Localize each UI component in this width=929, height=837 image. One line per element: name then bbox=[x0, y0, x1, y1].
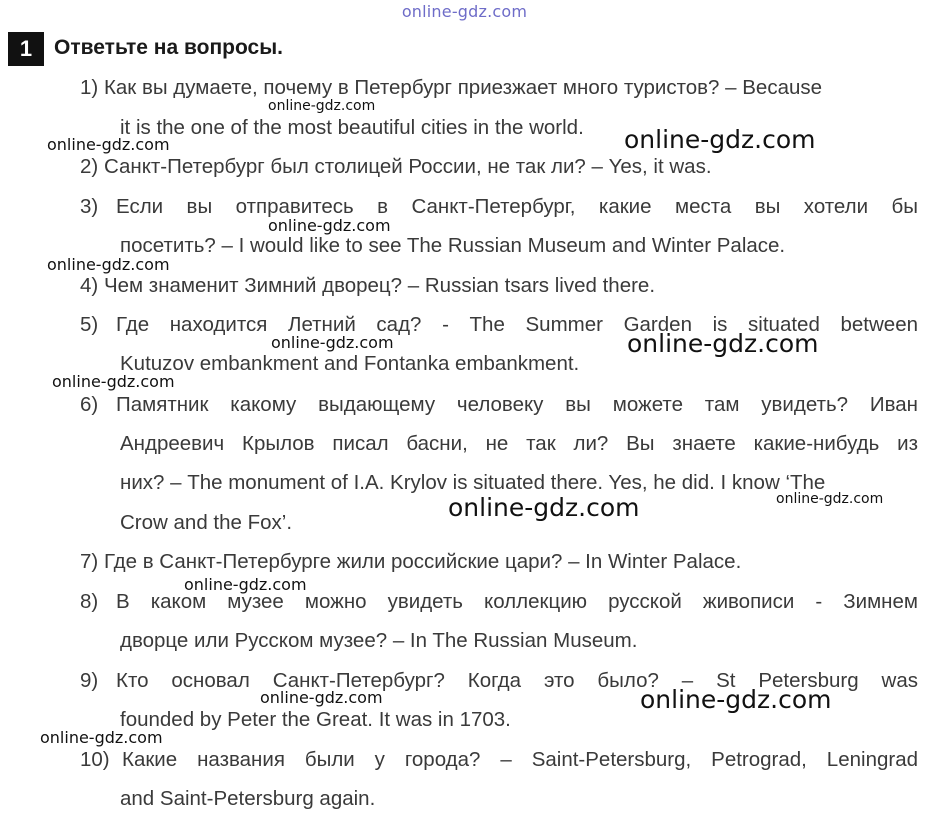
question-line: В каком музее можно увидеть коллекцию русской живописи - Зимнем bbox=[116, 590, 918, 613]
exercise-number-badge: 1 bbox=[8, 32, 44, 66]
question-number: 10) bbox=[80, 748, 110, 771]
question-line: Если вы отправитесь в Санкт-Петербург, какие места вы хотели бы bbox=[116, 195, 918, 218]
question-number: 3) bbox=[80, 195, 99, 218]
watermark: online-gdz.com bbox=[52, 372, 175, 391]
question-line: Crow and the Fox’. bbox=[120, 511, 293, 534]
watermark: online-gdz.com bbox=[47, 135, 170, 154]
question-number: 6) bbox=[80, 393, 99, 416]
watermark: online-gdz.com bbox=[260, 688, 383, 707]
exercise-title: Ответьте на вопросы. bbox=[54, 36, 283, 59]
question-number: 7) bbox=[80, 550, 99, 573]
question-line: and Saint-Petersburg again. bbox=[120, 787, 376, 810]
question-number: 2) bbox=[80, 155, 99, 178]
watermark: online-gdz.com bbox=[624, 125, 816, 154]
watermark: online-gdz.com bbox=[776, 491, 884, 507]
watermark: online-gdz.com bbox=[271, 333, 394, 352]
watermark: online-gdz.com bbox=[640, 685, 832, 714]
watermark: online-gdz.com bbox=[47, 255, 170, 274]
header-watermark: online-gdz.com bbox=[401, 2, 528, 21]
question-line: Памятник какому выдающему человеку вы можете там увидеть? Иван bbox=[116, 393, 918, 416]
question-line: них? – The monument of I.A. Krylov is situated there. Yes, he did. I know ‘The bbox=[120, 471, 826, 494]
question-number: 9) bbox=[80, 669, 99, 692]
question-line: 7) Где в Санкт-Петербурге жили российские цари? – In Winter Palace. bbox=[80, 542, 741, 582]
question-line: дворце или Русском музее? – In The Russian Museum. bbox=[120, 629, 638, 652]
question-number: 5) bbox=[80, 313, 99, 336]
question-line: Кто основал Санкт-Петербург? Когда это было? – St Petersburg was bbox=[116, 669, 918, 692]
watermark: online-gdz.com bbox=[268, 98, 376, 114]
question-number: 8) bbox=[80, 590, 99, 613]
watermark: online-gdz.com bbox=[268, 216, 391, 235]
question-number: 1) bbox=[80, 76, 99, 99]
question-line: Где находится Летний сад? - The Summer Garden is situated between bbox=[116, 313, 918, 336]
watermark: online-gdz.com bbox=[627, 329, 819, 358]
question-line: 1) Как вы думаете, почему в Петербург приезжает много туристов? – Because bbox=[80, 68, 822, 108]
question-line: Андреевич Крылов писал басни, не так ли? Вы знаете какие-нибудь из bbox=[120, 432, 918, 455]
watermark: online-gdz.com bbox=[184, 575, 307, 594]
question-line: Какие названия были у города? – Saint-Petersburg, Petrograd, Leningrad bbox=[122, 748, 918, 771]
watermark: online-gdz.com bbox=[448, 493, 640, 522]
question-line: посетить? – I would like to see The Russian Museum and Winter Palace. bbox=[120, 234, 786, 257]
question-number: 4) bbox=[80, 274, 99, 297]
question-line: 2) Санкт-Петербург был столицей России, не так ли? – Yes, it was. bbox=[80, 147, 712, 187]
question-line: Kutuzov embankment and Fontanka embankment. bbox=[120, 352, 580, 375]
question-line: 4) Чем знаменит Зимний дворец? – Russian tsars lived there. bbox=[80, 266, 655, 306]
question-line: founded by Peter the Great. It was in 1703. bbox=[120, 708, 511, 731]
watermark: online-gdz.com bbox=[40, 728, 163, 747]
question-line: it is the one of the most beautiful cities in the world. bbox=[120, 116, 584, 139]
